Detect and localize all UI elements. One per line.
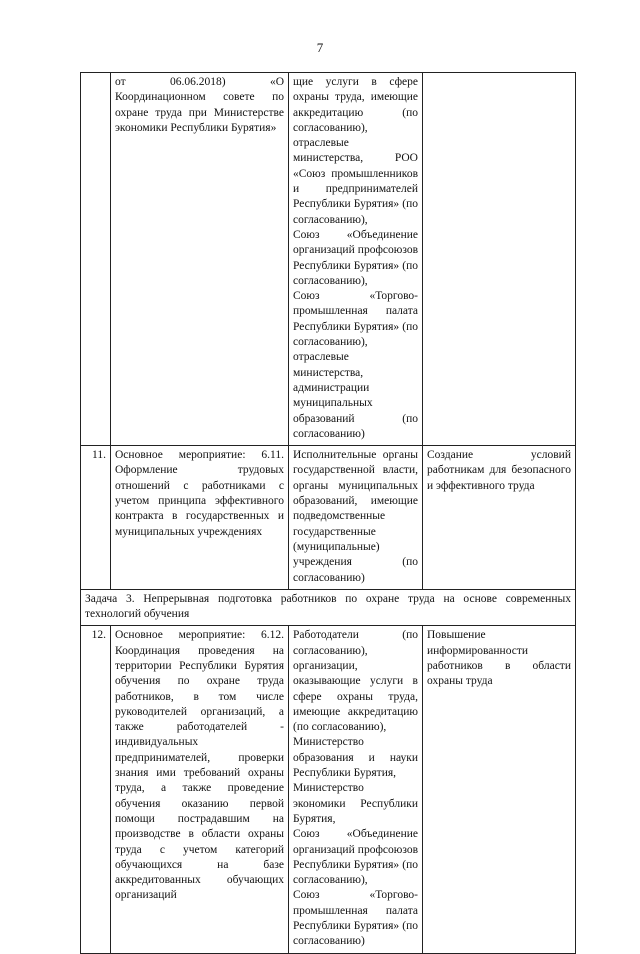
task-heading: Задача 3. Непрерывная подготовка работников по охране труда на основе современных технологий обучения	[81, 589, 576, 626]
row-number: 12.	[81, 626, 111, 953]
executor-entry: щие услуги в сфере охраны труда, имеющие аккредитацию (по согласованию),	[293, 76, 418, 134]
executor-entry: Союз «Объединение организаций профсоюзов Республики Бурятия» (по согласованию),	[293, 228, 418, 287]
executor-entry: Министерство образования и науки Республики Бурятия,	[293, 736, 418, 780]
executors-cell	[289, 446, 423, 590]
row-number: 11.	[81, 446, 111, 590]
executor-entry: отраслевые министерства, администрации муниципальных образований (по согласованию)	[293, 351, 418, 440]
executor-entry: Министерство экономики Республики Бурятия,	[293, 782, 418, 825]
measure-text: Основное мероприятие: 6.12. Координация проведения на территории Республики Бурятия обучения по охране труда работников, в том числе руководителей организаций, а также работодателей - индивидуальных предпринимателей, проверки знания ими требований охраны труда, а также проведение обучения оказанию первой помощи пострадавшим на производстве в области охраны труда с учетом категорий обучающихся на базе аккредитованных обучающих организаций	[111, 626, 289, 953]
executors-cell	[289, 73, 423, 446]
executor-entry: Союз «Торгово-промышленная палата Республики Бурятия» (по согласованию)	[293, 889, 418, 948]
executors-cell	[289, 626, 423, 953]
measure-text: Основное мероприятие: 6.11. Оформление трудовых отношений с работниками с учетом принципа эффективного контракта в государственных и муниципальных учреждениях	[111, 446, 289, 590]
result-cell	[423, 73, 576, 446]
executor-entry: Исполнительные органы государственной власти, органы муниципальных образований, имеющие подведомственные государственные (муниципальные) учреждения (по согласованию)	[293, 449, 418, 584]
executor-entry: отраслевые министерства, РОО «Союз промышленников и предпринимателей Республики Бурятия» (по согласованию),	[293, 137, 418, 226]
executor-entry: Союз «Объединение организаций профсоюзов Республики Бурятия» (по согласованию),	[293, 828, 418, 887]
table-row	[81, 626, 576, 953]
table-row	[81, 73, 576, 446]
executor-entry: Союз «Торгово-промышленная палата Республики Бурятия» (по согласованию),	[293, 290, 418, 349]
measure-text: от 06.06.2018) «О Координационном совете по охране труда при Министерстве экономики Республики Бурятия»	[111, 73, 289, 446]
table-row	[81, 446, 576, 590]
executor-entry: организации, оказывающие услуги в сфере охраны труда, имеющие аккредитацию (по согласованию),	[293, 659, 418, 734]
page-number: 7	[316, 40, 324, 55]
result-cell: Создание условий работникам для безопасного и эффективного труда	[423, 446, 576, 590]
measures-table	[80, 72, 576, 954]
task-row	[81, 589, 576, 626]
result-cell: Повышение информированности работников в области охраны труда	[423, 626, 576, 953]
executor-entry: Работодатели (по согласованию),	[293, 629, 418, 657]
row-number	[81, 73, 111, 446]
